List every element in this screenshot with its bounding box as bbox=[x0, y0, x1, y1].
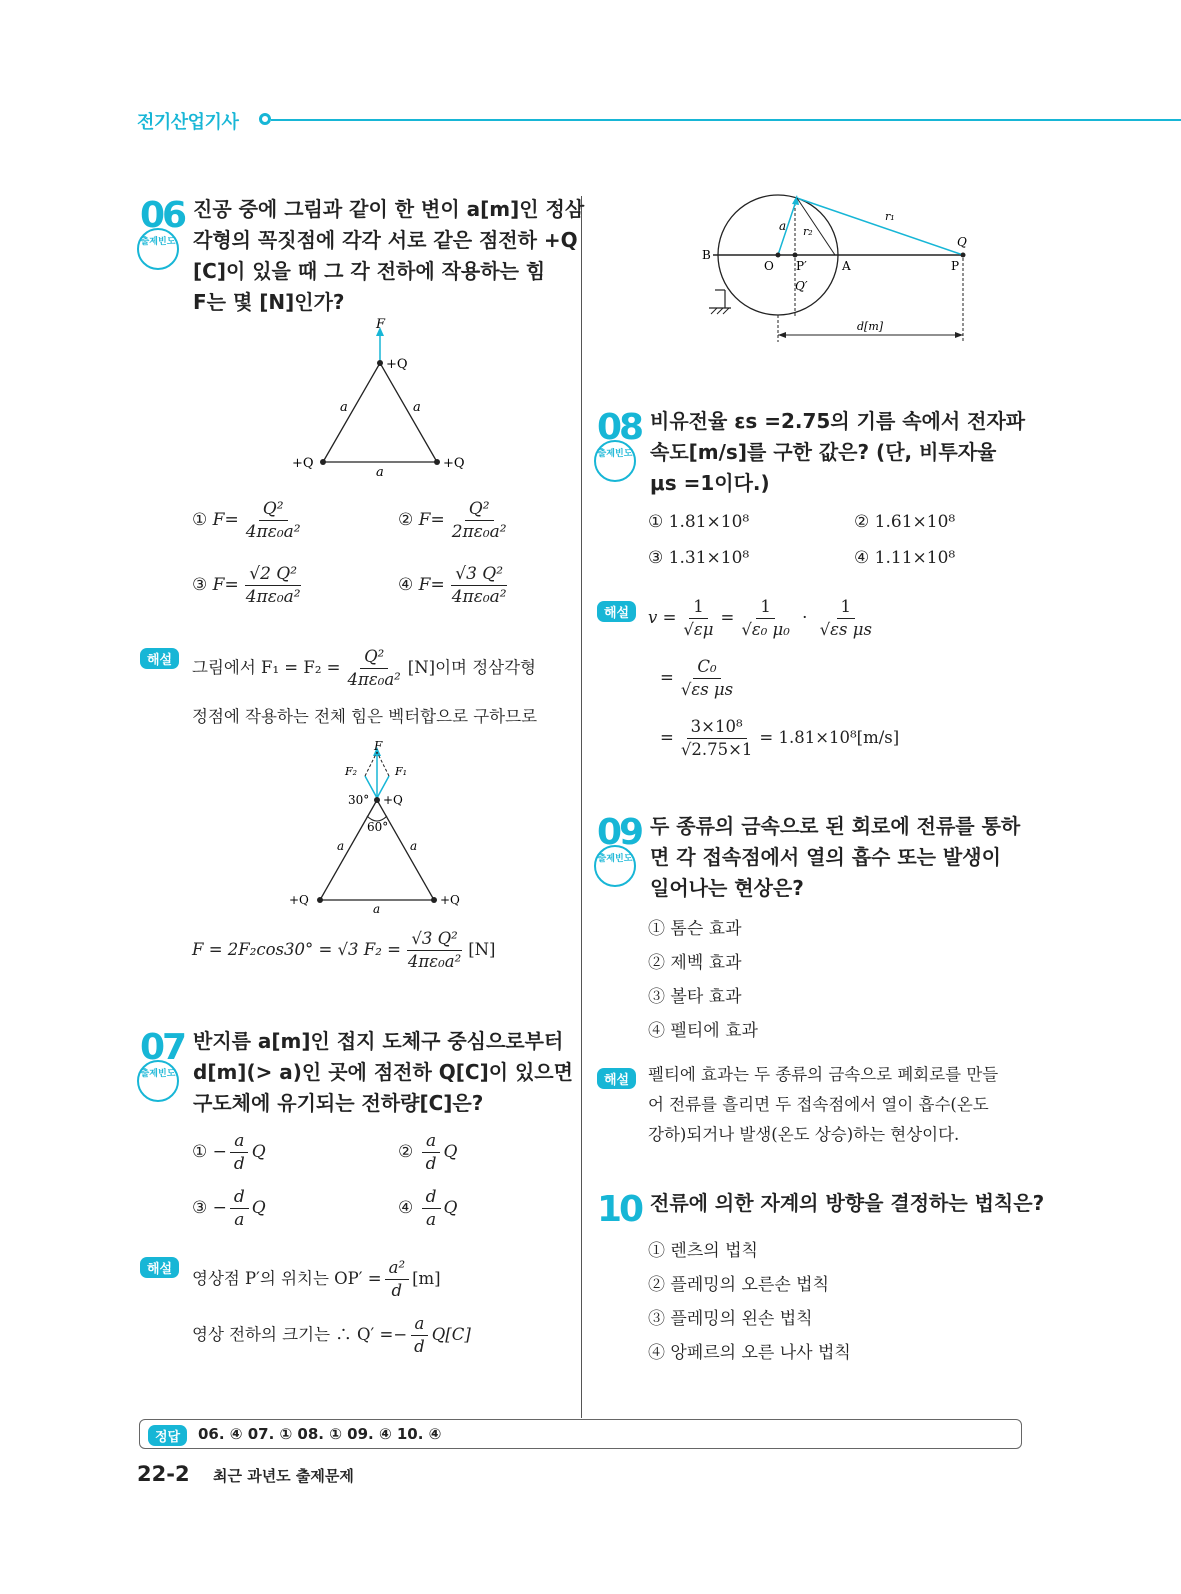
frequency-badge-icon: 출제빈도 bbox=[594, 845, 636, 887]
option-3[interactable]: ③ 플레밍의 왼손 법칙 bbox=[648, 1309, 813, 1329]
distance-label: r₁ bbox=[885, 210, 895, 223]
charge-label: +Q bbox=[292, 456, 314, 471]
question-text: 두 종류의 금속으로 된 회로에 전류를 통하 면 각 접속점에서 열의 흡수 또는 발생이 일어나는 현상은? bbox=[650, 814, 1021, 900]
question-text: 진공 중에 그림과 같이 한 변이 a[m]인 정삼 각형의 꼭짓점에 각각 서로 같은 점전하 +Q [C]이 있을 때 그 각 전하에 작용하는 힘 F는 몇 [N]인가? bbox=[193, 197, 585, 314]
solution-text: 영상점 P′의 위치는 OP′ = $\frac{\text{a²}}{d}$ [m] bbox=[192, 1258, 441, 1300]
force-label: F bbox=[374, 739, 383, 753]
option-3[interactable]: ③ 1.31×10⁸ bbox=[648, 548, 750, 568]
force-label: F₁ bbox=[395, 765, 408, 778]
point-label: P bbox=[951, 259, 960, 273]
option-list bbox=[648, 912, 758, 1048]
frequency-badge-icon: 출제빈도 bbox=[594, 440, 636, 482]
column-divider bbox=[581, 196, 582, 1418]
force-label: F bbox=[376, 317, 386, 332]
charge-label: +Q bbox=[289, 893, 309, 907]
solution-text: 그림에서 F₁ = F₂ = $\frac{\text{Q²}}{\text{4πε₀a²}}$ [N]이며 정삼각형 bbox=[192, 647, 536, 689]
option-2[interactable]: ② 제벡 효과 bbox=[648, 953, 742, 973]
radius-label: a bbox=[779, 219, 787, 233]
question-text: 반지름 a[m]인 접지 도체구 중심으로부터 d[m](> a)인 곳에 점전하 Q[C]이 있으면 구도체에 유기되는 전하량[C]은? bbox=[193, 1029, 573, 1115]
question-number: 10 bbox=[597, 1189, 642, 1230]
charge-label: +Q bbox=[440, 893, 460, 907]
solution-formula: = $\frac{\text{3×10⁸}}{√2.75\times 1}$ = 1.81×10⁸[m/s] bbox=[660, 717, 900, 759]
side-label: a bbox=[376, 465, 384, 480]
option-2[interactable]: ② F= $\frac{\text{Q²}}{\text{2πε₀a²}}$ bbox=[398, 499, 507, 542]
option-4[interactable]: ④ 앙페르의 오른 나사 법칙 bbox=[648, 1343, 851, 1363]
option-2[interactable]: ② 플레밍의 오른손 법칙 bbox=[648, 1275, 830, 1295]
option-3[interactable]: ③ 볼타 효과 bbox=[648, 987, 742, 1007]
option-4[interactable]: ④ 1.11×10⁸ bbox=[854, 548, 956, 568]
charge-label: +Q bbox=[443, 456, 465, 471]
question-number: 06 bbox=[140, 195, 185, 236]
point-label: O bbox=[764, 259, 774, 273]
solution-text: 펠티에 효과는 두 종류의 금속으로 폐회로를 만들 어 전류를 흘리면 두 접속점에서 열이 흡수(온도 강하)되거나 발생(온도 상승)하는 현상이다. bbox=[648, 1065, 999, 1144]
solution-label: 해설 bbox=[597, 601, 636, 622]
option-2[interactable]: ② 1.61×10⁸ bbox=[854, 512, 956, 532]
question-text: 비유전율 εs =2.75의 기름 속에서 전자파 속도[m/s]를 구한 값은? (단, 비투자율 μs =1이다.) bbox=[650, 409, 1026, 495]
page-number: 22-2 bbox=[137, 1462, 190, 1486]
distance-label: r₂ bbox=[803, 225, 813, 238]
side-label: a bbox=[410, 839, 418, 853]
force-vector-figure bbox=[285, 738, 485, 918]
question-number: 09 bbox=[597, 812, 642, 853]
header-title: 전기산업기사 bbox=[137, 112, 239, 133]
charge-label: Q bbox=[957, 235, 967, 249]
question-number: 08 bbox=[597, 407, 642, 448]
point-label: B bbox=[702, 248, 711, 262]
question-number: 07 bbox=[140, 1027, 185, 1068]
header-rule bbox=[271, 119, 1181, 121]
side-label: a bbox=[413, 400, 421, 415]
solution-formula: v = $\frac{1}{√\varepsilon\mu}$ = $\frac{1}{\text{√ε₀ μ₀}}$ · $\frac{1}{\text{√εs μs}}$ bbox=[648, 597, 872, 639]
option-3[interactable]: ③ − $\frac{d}{a}$ Q bbox=[192, 1187, 266, 1230]
option-list bbox=[648, 1234, 851, 1370]
side-label: a bbox=[373, 902, 381, 916]
point-label: A bbox=[842, 259, 851, 273]
solution-formula: = $\frac{\text{C₀}}{\text{√εs μs}}$ bbox=[660, 657, 734, 699]
triangle-figure bbox=[280, 315, 480, 480]
frequency-badge-icon: 출제빈도 bbox=[137, 1060, 179, 1102]
header-ring-icon bbox=[259, 113, 271, 125]
image-charge-figure bbox=[695, 178, 995, 348]
solution-text: 정점에 작용하는 전체 힘은 벡터합으로 구하므로 bbox=[192, 707, 538, 726]
solution-label: 해설 bbox=[597, 1068, 636, 1089]
frequency-badge-icon: 출제빈도 bbox=[137, 228, 179, 270]
charge-label: +Q bbox=[383, 793, 403, 807]
force-label: F₂ bbox=[345, 765, 358, 778]
solution-label: 해설 bbox=[140, 648, 179, 669]
option-1[interactable]: ① 렌츠의 법칙 bbox=[648, 1241, 758, 1261]
option-1[interactable]: ① 1.81×10⁸ bbox=[648, 512, 750, 532]
option-3[interactable]: ③ F= $\frac{\text{√2 Q²}}{\text{4πε₀a²}}$ bbox=[192, 564, 301, 607]
option-4[interactable]: ④ F= $\frac{\text{√3 Q²}}{\text{4πε₀a²}}$ bbox=[398, 564, 507, 607]
option-1[interactable]: ① F= $\frac{\text{Q²}}{\text{4πε₀a²}}$ bbox=[192, 499, 301, 542]
question-text: 전류에 의한 자계의 방향을 결정하는 법칙은? bbox=[650, 1191, 1045, 1215]
option-4[interactable]: ④ $\frac{d}{a}$ Q bbox=[398, 1187, 458, 1230]
solution-label: 해설 bbox=[140, 1257, 179, 1278]
side-label: a bbox=[340, 400, 348, 415]
distance-label: d[m] bbox=[857, 320, 884, 333]
solution-text: 영상 전하의 크기는 ∴ Q′ =− $\frac{a}{d}$ Q[C] bbox=[192, 1314, 471, 1356]
footer-title: 최근 과년도 출제문제 bbox=[213, 1467, 354, 1485]
option-1[interactable]: ① − $\frac{a}{d}$ Q bbox=[192, 1131, 266, 1174]
charge-label: Q′ bbox=[795, 279, 808, 293]
charge-label: +Q bbox=[386, 357, 408, 372]
option-1[interactable]: ① 톰슨 효과 bbox=[648, 919, 742, 939]
answer-label: 정답 bbox=[148, 1425, 187, 1446]
point-label: P′ bbox=[796, 259, 807, 273]
answer-key: 06. ④ 07. ① 08. ① 09. ④ 10. ④ bbox=[198, 1425, 442, 1443]
solution-formula: F = 2F₂cos30° = √3 F₂ = $\frac{\text{√3 Q²}}{\text{4πε₀a²}}$ [N] bbox=[192, 929, 496, 971]
angle-label: 60° bbox=[367, 820, 389, 834]
option-2[interactable]: ② $\frac{a}{d}$ Q bbox=[398, 1131, 458, 1174]
option-4[interactable]: ④ 펠티에 효과 bbox=[648, 1021, 758, 1041]
side-label: a bbox=[337, 839, 345, 853]
angle-label: 30° bbox=[348, 793, 370, 807]
